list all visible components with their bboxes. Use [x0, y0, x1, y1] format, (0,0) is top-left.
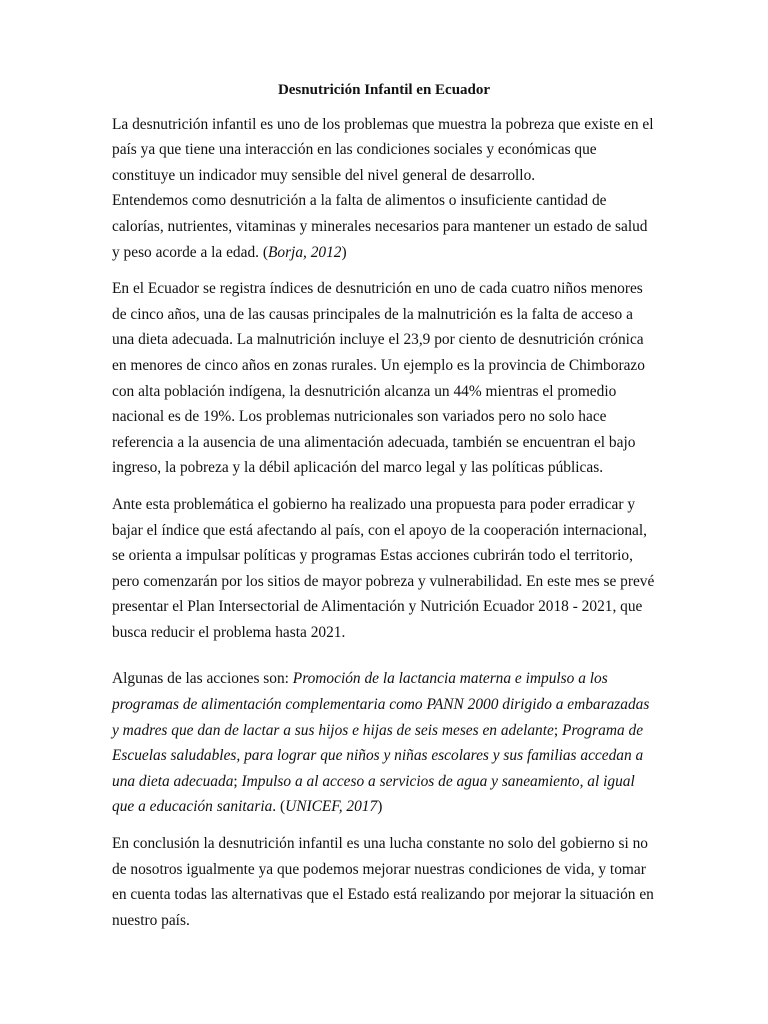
actions-close: )	[377, 798, 383, 816]
actions-separator: ;	[553, 721, 562, 739]
definition-text: Entendemos como desnutrición a la falta de alimentos o insuficiente cantidad de calorías, nutrientes, vitaminas y minerales necesarios para mantener un estado de salud y peso acorde a la edad. (	[112, 192, 648, 261]
citation-borja: Borja, 2012	[267, 243, 342, 261]
action-lactancia: Promoción de la lactancia materna e impulso a los programas de alimentación complementaria como PANN 2000 dirigido a embarazadas y madres que dan de lactar a sus hijos e hijas de seis meses en adelante	[112, 670, 650, 739]
actions-separator: . (	[272, 798, 286, 816]
paragraph-statistics: En el Ecuador se registra índices de desnutrición en uno de cada cuatro niños menores de cinco años, una de las causas principales de la malnutrición es la falta de acceso a una dieta adecuada. La malnutrición incluye el 23,9 por ciento de desnutrición crónica en menores de cinco años en zonas rurales. Un ejemplo es la provincia de Chimborazo con alta población indígena, la desnutrición alcanza un 44% mientras el promedio nacional es de 19%. Los problemas nutricionales son variados pero no solo hace referencia a la ausencia de una alimentación adecuada, también se encuentran el bajo ingreso, la pobreza y la débil aplicación del marco legal y las políticas públicas.	[112, 280, 645, 477]
paragraph-definition	[112, 188, 656, 265]
actions-intro: Algunas de las acciones son:	[112, 670, 293, 688]
definition-close: )	[341, 243, 347, 261]
document-title: Desnutrición Infantil en Ecuador	[277, 82, 491, 98]
paragraph-conclusion: En conclusión la desnutrición infantil es una lucha constante no solo del gobierno si no de nosotros igualmente ya que podemos mejorar nuestras condiciones de vida, y tomar en cuenta todas las alternativas que el Estado está realizando por mejorar la situación en nuestro país.	[112, 835, 654, 929]
paragraph-actions	[112, 666, 656, 820]
citation-unicef: UNICEF, 2017	[285, 798, 378, 816]
paragraph-intro: La desnutrición infantil es uno de los problemas que muestra la pobreza que existe en el país ya que tiene una interacción en las condiciones sociales y económicas que constituye un indicador muy sensible del nivel general de desarrollo.	[112, 115, 654, 184]
action-escuelas: Programa de Escuelas saludables, para lograr que niños y niñas escolares y sus familias accedan a una dieta adecuada	[112, 721, 644, 790]
document-page	[112, 78, 656, 944]
actions-separator: ;	[233, 772, 242, 790]
paragraph-government-plan: Ante esta problemática el gobierno ha realizado una propuesta para poder erradicar y bajar el índice que está afectando al país, con el apoyo de la cooperación internacional, se orienta a impulsar políticas y programas Estas acciones cubrirán todo el territorio, pero comenzarán por los sitios de mayor pobreza y vulnerabilidad. En este mes se prevé presentar el Plan Intersectorial de Alimentación y Nutrición Ecuador 2018 - 2021, que busca reducir el problema hasta 2021.	[112, 495, 655, 641]
action-agua: Impulso a al acceso a servicios de agua y saneamiento, al igual que a educación sanitaria	[112, 772, 635, 816]
